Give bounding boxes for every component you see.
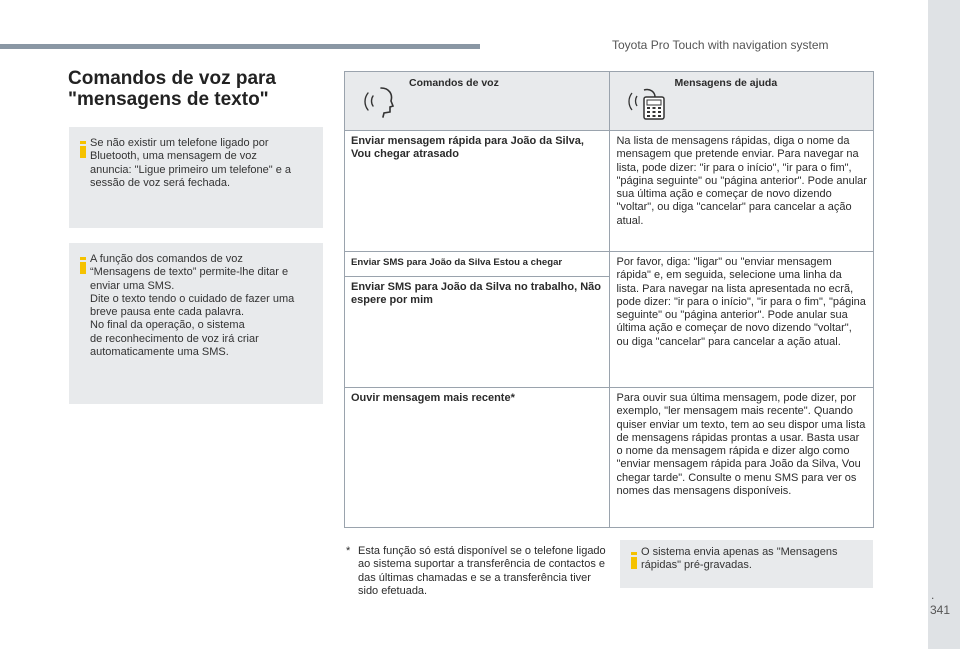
command-cell: Enviar mensagem rápida para João da Silva, Vou chegar atrasado (345, 131, 610, 252)
column-header-label: Mensagens de ajuda (674, 77, 778, 89)
column-header-commands (345, 72, 610, 131)
column-header-help (610, 72, 874, 131)
command-cell: Ouvir mensagem mais recente* (345, 388, 610, 528)
footnote-text: Esta função só está disponível se o telefone ligado ao sistema suportar a transferência de contactos e das últimas chamadas e se a transferência tiver sido efetuada. (358, 545, 606, 597)
top-accent-bar (0, 44, 480, 49)
footnote-marker: * (346, 545, 351, 557)
table-row (345, 131, 874, 252)
speaking-phone-icon (628, 84, 668, 122)
table-row (345, 388, 874, 528)
info-box-quick-messages (620, 540, 873, 588)
info-box-dictation (69, 243, 323, 404)
help-cell: Para ouvir sua última mensagem, pode dizer, por exemplo, "ler mensagem mais recente". Quando quiser enviar um texto, tem ao seu dispor uma lista de mensagens rápidas prontas a usar. Basta usar o nome da mensagem rápida e dizer algo como "enviar mensagem rápida para João da Silva, Vou chegar tarde". Consulte o menu SMS para ver os nomes das mensagens disponíveis. (610, 388, 874, 528)
info-text: A função dos comandos de voz “Mensagens de texto” permite-lhe ditar e enviar uma SMS. Dite o texto tendo o cuidado de fazer uma breve pausa ente cada palavra. No final da operação, o sistema de reconhecimento de voz irá criar automaticamente uma SMS. (90, 253, 295, 359)
column-header-label: Comandos de voz (409, 77, 499, 89)
info-text: Se não existir um telefone ligado por Bluetooth, uma mensagem de voz anuncia: "Ligue primeiro um telefone" e a sessão de voz será fechada. (90, 137, 292, 189)
speaking-head-icon (363, 84, 399, 118)
info-text: O sistema envia apenas as "Mensagens rápidas" pré-gravadas. (641, 546, 838, 572)
info-box-bluetooth (69, 127, 323, 228)
side-strip (928, 0, 960, 649)
info-icon (80, 141, 86, 155)
section-title: Comandos de voz para "mensagens de texto" (68, 68, 276, 110)
page-marker: . (931, 588, 935, 602)
help-cell: Na lista de mensagens rápidas, diga o nome da mensagem que pretende enviar. Para navegar na lista, pode dizer: "ir para o início", "ir para o fim", "página seguinte" ou "página anterior". Pode anular sua última ação e começar de novo dizendo "voltar", ou diga "cancelar" para cancelar a ação atual. (610, 131, 874, 252)
table-row (345, 252, 874, 277)
help-cell: Por favor, diga: "ligar" ou "enviar mensagem rápida" e, em seguida, selecione uma linha da lista. Para navegar na lista apresentada no ecrã, pode dizer: "ir para o início", "ir para o fim", "página seguinte" ou "página anterior". Pode anular sua última ação e começar de novo dizendo "voltar", ou diga "cancelar" para cancelar a ação atual. (610, 252, 874, 388)
voice-command-table (344, 71, 874, 528)
info-icon (80, 257, 86, 271)
info-icon (631, 552, 637, 566)
command-cell: Enviar SMS para João da Silva no trabalho, Não espere por mim (345, 277, 610, 388)
running-header: Toyota Pro Touch with navigation system (612, 38, 829, 52)
page-number: 341 (930, 603, 951, 617)
command-cell: Enviar SMS para João da Silva Estou a chegar (345, 252, 610, 277)
